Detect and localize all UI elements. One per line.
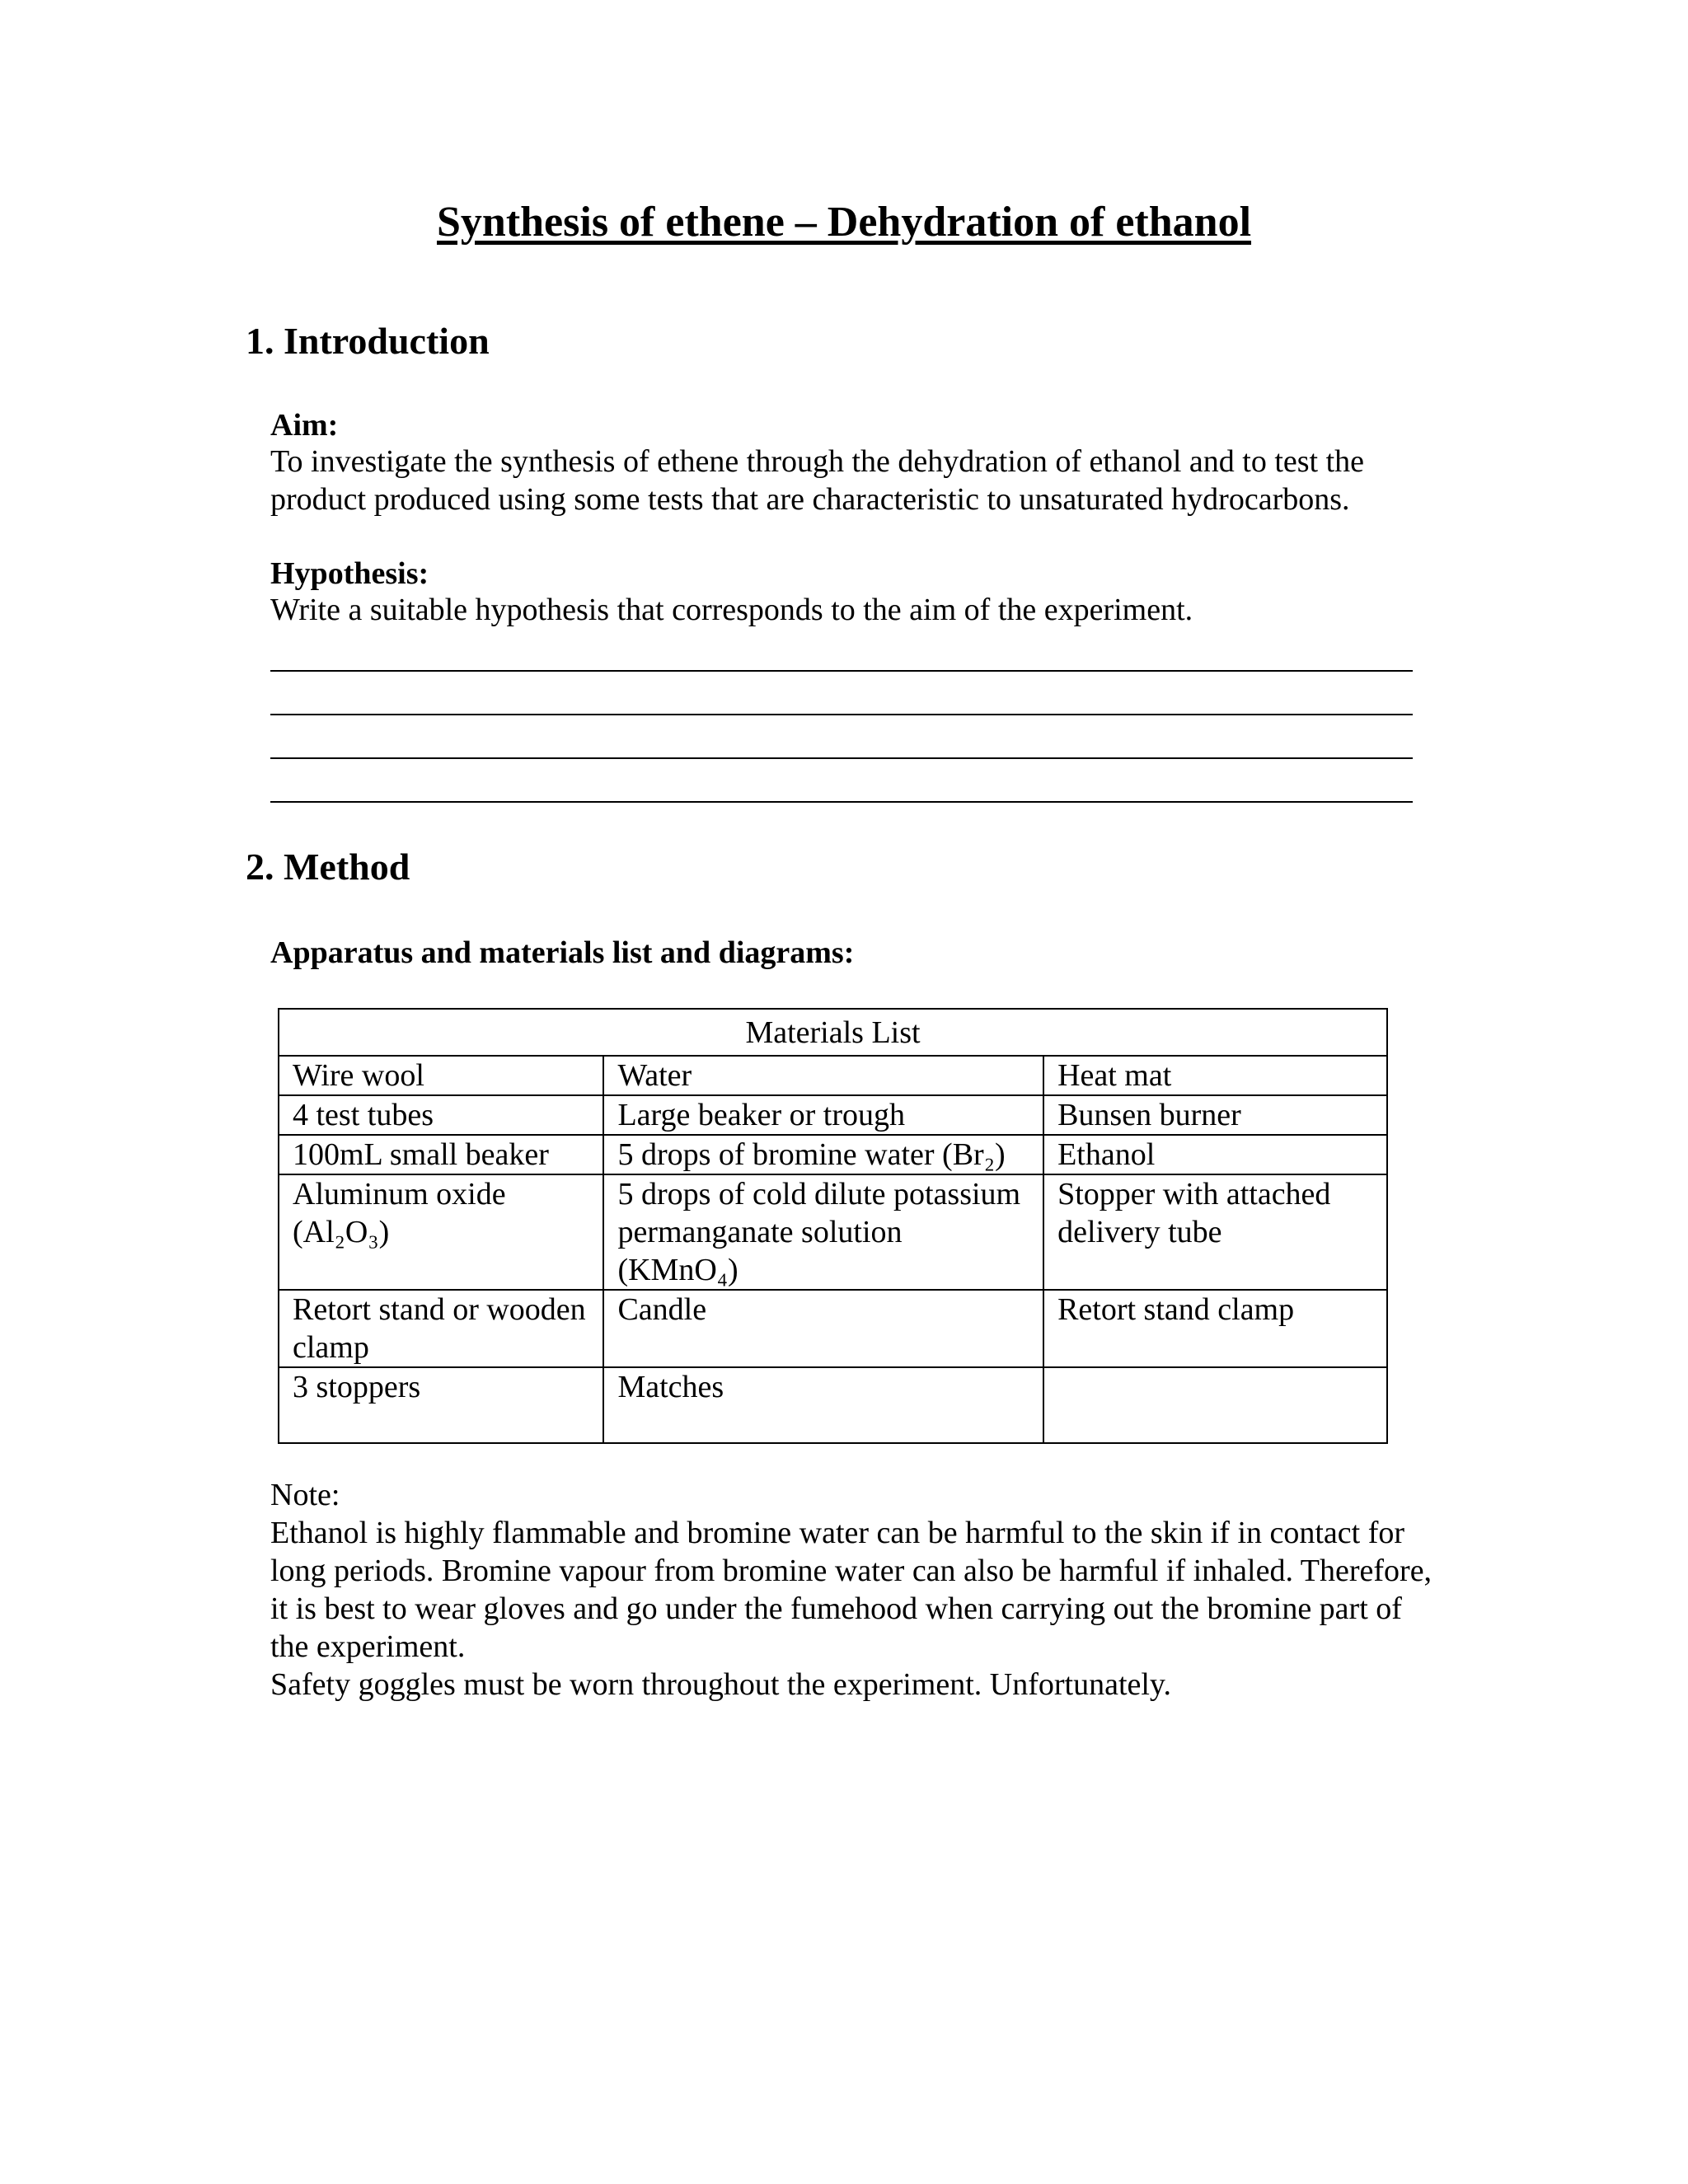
aim-text: To investigate the synthesis of ethene through the dehydration of ethanol and to test the product produced using some tests that are characteristic to unsaturated hydrocarbons. — [270, 444, 1365, 517]
table-row — [279, 1174, 1387, 1290]
apparatus-heading: Apparatus and materials list and diagrams: — [270, 935, 855, 970]
safety-text: Safety goggles must be worn throughout the experiment. Unfortunately. — [270, 1667, 1171, 1702]
hypothesis-answer-line-1[interactable] — [270, 670, 1413, 672]
table-cell: 5 drops of bromine water (Br₂) — [603, 1135, 1043, 1174]
table-row — [279, 1135, 1387, 1174]
table-cell — [1043, 1367, 1387, 1443]
table-caption: Materials List — [279, 1009, 1387, 1056]
table-cell: Candle — [603, 1290, 1043, 1367]
table-cell: Ethanol — [1043, 1135, 1387, 1174]
table-row — [279, 1367, 1387, 1443]
table-row — [279, 1095, 1387, 1135]
introduction-heading: 1. Introduction — [246, 320, 490, 362]
note-label: Note: — [270, 1478, 340, 1512]
method-heading: 2. Method — [246, 846, 410, 888]
table-cell: Retort stand or wooden clamp — [279, 1290, 603, 1367]
safety-note — [270, 1476, 1441, 1704]
table-cell: Aluminum oxide (Al₂O₃) — [279, 1174, 603, 1290]
hypothesis-instructions: Write a suitable hypothesis that corresponds to the aim of the experiment. — [270, 593, 1193, 627]
table-caption-row — [279, 1009, 1387, 1056]
note-text: Ethanol is highly flammable and bromine water can be harmful to the skin if in contact for long periods. Bromine vapour from bromine water can also be harmful if inhaled. Therefore, it is best to wear gloves and go under the fumehood when carrying out the bromine part of the experiment. — [270, 1516, 1432, 1664]
table-cell: Water — [603, 1056, 1043, 1095]
table-cell: 3 stoppers — [279, 1367, 603, 1443]
document-title: Synthesis of ethene – Dehydration of ethanol — [436, 199, 1252, 246]
table-cell: 4 test tubes — [279, 1095, 603, 1135]
table-cell: Wire wool — [279, 1056, 603, 1095]
materials-table — [278, 1008, 1388, 1444]
hypothesis-answer-line-4[interactable] — [270, 801, 1413, 803]
hypothesis-answer-line-3[interactable] — [270, 757, 1413, 759]
table-cell: Matches — [603, 1367, 1043, 1443]
table-cell: 5 drops of cold dilute potassium permanganate solution (KMnO₄) — [603, 1174, 1043, 1290]
table-cell: Bunsen burner — [1043, 1095, 1387, 1135]
hypothesis-answer-line-2[interactable] — [270, 714, 1413, 715]
table-row — [279, 1056, 1387, 1095]
table-cell: Retort stand clamp — [1043, 1290, 1387, 1367]
table-cell: Stopper with attached delivery tube — [1043, 1174, 1387, 1290]
table-cell: Large beaker or trough — [603, 1095, 1043, 1135]
aim-label: Aim: — [270, 408, 339, 443]
hypothesis-label: Hypothesis: — [270, 556, 429, 591]
table-cell: Heat mat — [1043, 1056, 1387, 1095]
table-row — [279, 1290, 1387, 1367]
table-cell: 100mL small beaker — [279, 1135, 603, 1174]
